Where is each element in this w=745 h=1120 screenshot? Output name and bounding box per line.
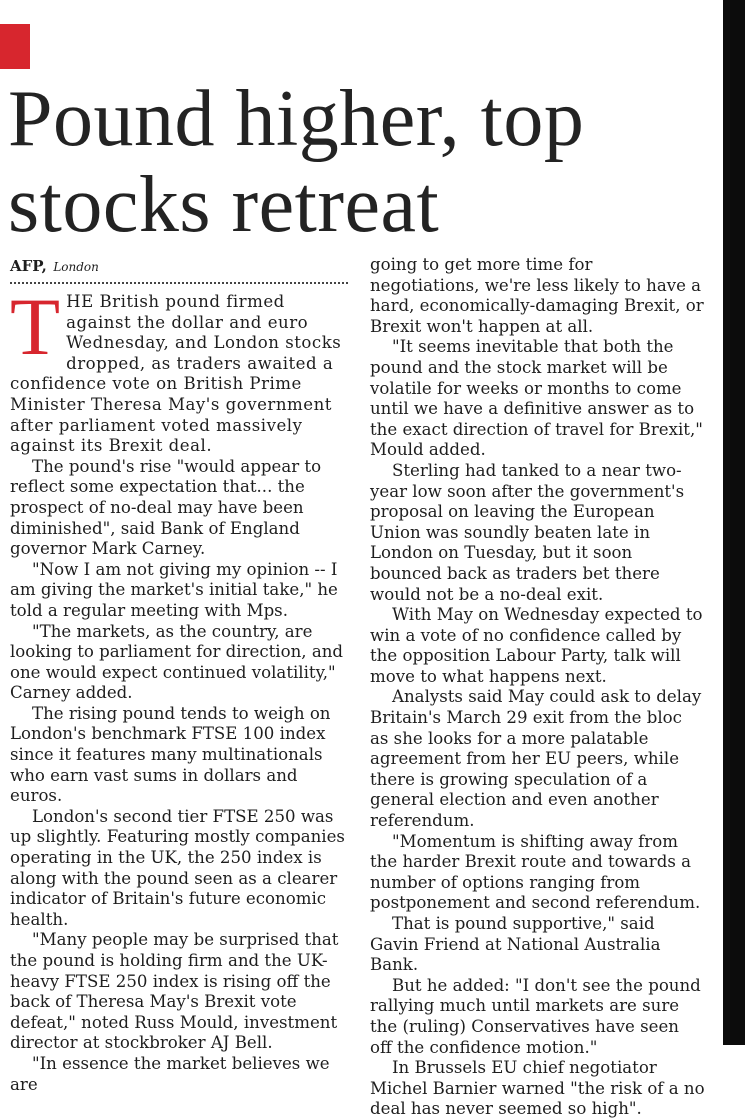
paragraph: "Many people may be surprised that the pound is holding firm and the UK-heavy FTSE 250 index is rising off the back of Theresa May's Brexit vote defeat," noted Russ Mould, investment director at stockbroker AJ Bell. — [10, 930, 339, 1053]
paragraph: With May on Wednesday expected to win a vote of no confidence called by the opposition Labour Party, talk will move to what happens next. — [370, 605, 703, 686]
headline-line-2: stocks retreat — [8, 161, 440, 249]
drop-cap: T — [10, 281, 61, 372]
paragraph: "The markets, as the country, are looking to parliament for direction, and one would expect continued volatility," Carney added. — [10, 621, 344, 703]
byline-city: London — [53, 260, 99, 274]
continued-paragraph: going to get more time for negotiations, we're less likely to have a hard, economically-damaging Brexit, or Brexit won't happen at all. — [370, 255, 704, 336]
article-column-1 — [10, 255, 348, 1095]
article-column-2 — [370, 255, 705, 1120]
paragraph: But he added: "I don't see the pound rallying much until markets are sure the (ruling) Conservatives have seen off the confidence motion." — [370, 975, 701, 1057]
headline-line-1: Pound higher, top — [8, 75, 585, 163]
section-marker — [0, 24, 30, 69]
paragraph: Sterling had tanked to a near two-year low soon after the government's proposal on leaving the European Union was soundly beaten late in London on Tuesday, but it soon bounced back as traders bet there would not be a no-deal exit. — [370, 460, 685, 604]
paragraph: That is pound supportive," said Gavin Friend at National Australia Bank. — [370, 914, 661, 975]
paragraph: The rising pound tends to weigh on London's benchmark FTSE 100 index since it features many multinationals who earn vast sums in dollars and euros. — [10, 703, 331, 806]
page-edge-bar — [723, 0, 745, 1045]
headline — [8, 76, 708, 248]
paragraph: "In essence the market believes we are — [10, 1053, 330, 1094]
paragraph: "Momentum is shifting away from the harder Brexit route and towards a number of options ranging from postponement and second referendum. — [370, 831, 701, 913]
lead-text: HE British pound firmed against the dollar and euro Wednesday, and London stocks dropped, as traders awaited a confidence vote on British Prime Minister Theresa May's government after parliament voted massively against its Brexit deal. — [10, 292, 342, 456]
byline-agency: AFP, — [10, 257, 47, 275]
paragraph: "It seems inevitable that both the pound and the stock market will be volatile for weeks or months to come until we have a definitive answer as to the exact direction of travel for Brexit," Mould added. — [370, 337, 703, 460]
lead-paragraph — [10, 281, 348, 457]
paragraph: The pound's rise "would appear to reflect some expectation that... the prospect of no-deal may have been diminished", said Bank of England governor Mark Carney. — [10, 456, 322, 559]
paragraph: In Brussels EU chief negotiator Michel Barnier warned "the risk of a no deal has never seemed so high". — [370, 1058, 705, 1119]
paragraph: "Now I am not giving my opinion -- I am giving the market's initial take," he told a regular meeting with Mps. — [10, 559, 338, 620]
paragraph: Analysts said May could ask to delay Britain's March 29 exit from the bloc as she looks for a more palatable agreement from her EU peers, while there is growing speculation of a general election and even another referendum. — [370, 687, 702, 831]
byline-divider — [10, 282, 348, 284]
byline — [10, 255, 348, 277]
paragraph: London's second tier FTSE 250 was up slightly. Featuring mostly companies operating in the UK, the 250 index is along with the pound seen as a clearer indicator of Britain's future economic health. — [10, 806, 345, 929]
